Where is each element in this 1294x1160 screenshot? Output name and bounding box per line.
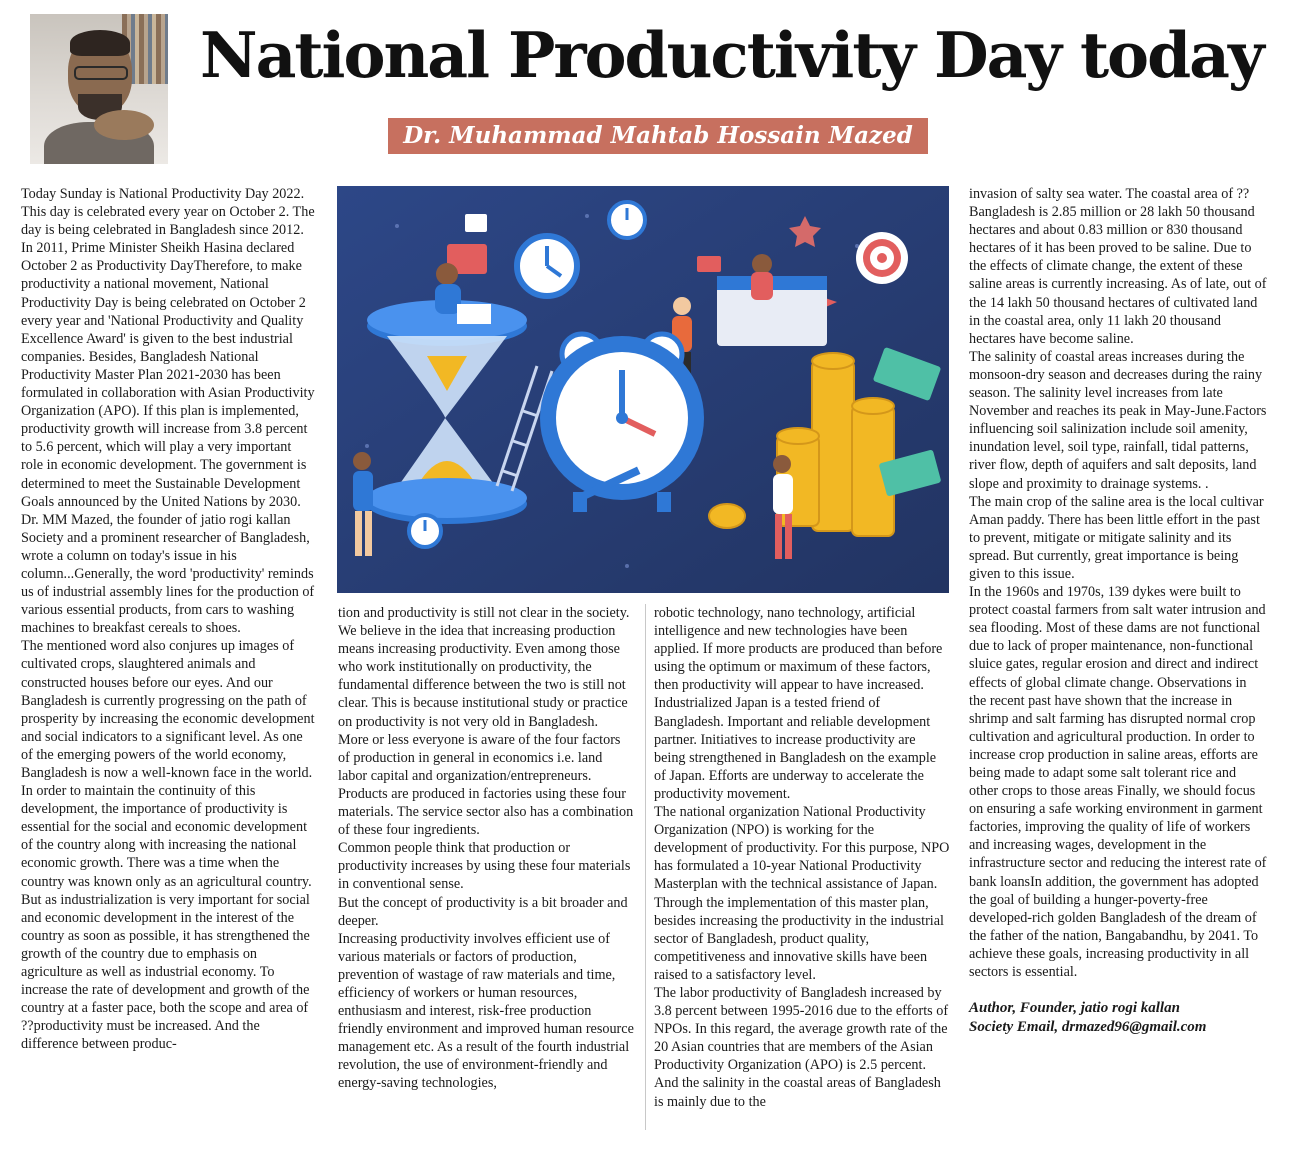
paragraph: We believe in the idea that increasing production means increasing productivity. Even among those who work institutionally on productivity, the fundamental difference between the two is still not clear. This is because institutional study or practice on productivity is not very old in Bangladesh. — [338, 623, 628, 730]
paragraph: In order to maintain the continuity of this development, the importance of productivity is essential for the social and economic development of the country along with increasing the national economic growth. There was a time when the country was known only as an agricultural country. But as industrialization is very important for social and economic development in the interest of the country as soon as possible, it has strengthened the growth of the country due to emphasis on agriculture as well as industrial economy. To increase the rate of development and growth of the country at a faster pace, both the scope and area of ??productivity must be increased. And the difference between produc- — [21, 783, 312, 1053]
author-email: Society Email, drmazed96@gmail.com — [969, 1019, 1207, 1036]
wall-clock-icon — [517, 236, 577, 296]
paragraph: In the 1960s and 1970s, 139 dykes were built to protect coastal farmers from salt water intrusion and sea flooding. Most of these dams are not functional due to lack of proper maintenance, non-functional sluice gates, regular erosion and direct and indirect effects of global climate change. Observations in the recent past have shown that the increase in shrimp and salt farming has disrupted normal crop cultivation and agricultural production. In order to increase crop production in saline areas, efforts are being made to adapt some salt tolerant rice and other crops to those areas Finally, we should focus on ensuring a safe working environment in garment factories, improving the quality of life of workers and increasing wages, development in the infrastructure sector and reducing the interest rate of bank loansIn addition, the government has adopted the goal of building a hunger-poverty-free developed-rich golden Bangladesh of the dream of the father of the nation, Bangabandhu, by 2041. To achieve these goals, increasing productivity in all sectors is essential. — [969, 584, 1267, 981]
paragraph: invasion of salty sea water. The coastal area of ??Bangladesh is 2.85 million or 28 lakh 50 thousand hectares and about 0.83 million or 830 thousand hectares of it has been proved to be saline. Due to the effects of climate change, the extent of these saline areas is currently increasing. As of late, out of the 14 lakh 50 thousand hectares of cultivated land in the coastal area, only 11 lakh 20 thousand hectares have become saline. — [969, 186, 1267, 347]
paragraph: Increasing productivity involves efficient use of various materials or factors of production, prevention of wastage of raw materials and time, efficiency of workers or human resources, enthusiasm and interest, risk-free production friendly environment and improved human resource management etc. As a result of the fourth industrial revolution, the use of environment-friendly and energy-saving technologies, — [338, 930, 634, 1092]
productivity-illustration — [337, 186, 949, 593]
paragraph: robotic technology, nano technology, artificial intelligence and new technologies have been applied. If more products are produced than before using the optimum or maximum of these factors, then productivity will appear to have increased. — [654, 605, 943, 694]
paragraph: More or less everyone is aware of the four factors of production in general in economics i.e. land labor capital and organization/entrepreneurs. Products are produced in factories using these four materials. The service sector also has a combination of these four ingredients. — [338, 731, 634, 839]
column-3 — [654, 604, 950, 1111]
laptop-icon — [457, 304, 491, 324]
paragraph: But the concept of productivity is a bit broader and deeper. — [338, 894, 628, 929]
paragraph: tion and productivity is still not clear in the society. — [338, 605, 630, 621]
author-info — [969, 999, 1267, 1037]
paragraph: The main crop of the saline area is the local cultivar Aman paddy. There has been little effort in the past to prevent, mitigate or mitigate salinity and its spread. But currently, great importance is being given to this issue. — [969, 493, 1264, 582]
wall-clock-icon — [409, 515, 441, 547]
column-2 — [338, 604, 634, 1093]
paragraph: The mentioned word also conjures up images of cultivated crops, slaughtered animals and constructed houses before our eyes. And our Bangladesh is currently progressing on the path of prosperity by increasing the economic development and social indicators to a significant level. As one of the emerging powers of the world economy, Bangladesh is now a well-known face in the world. — [21, 638, 315, 781]
paragraph: The labor productivity of Bangladesh increased by 3.8 percent between 1995-2016 due to the efforts of NPOs. In this regard, the average growth rate of the 20 Asian countries that are members of the Asian Productivity Organization (APO) is 2.5 percent. And the salinity in the coastal areas of Bangladesh is mainly due to the — [654, 984, 949, 1110]
byline: Dr. Muhammad Mahtab Hossain Mazed — [388, 118, 928, 154]
headline: National Productivity Day today — [200, 18, 1263, 92]
author-portrait — [30, 14, 168, 164]
column-4 — [969, 185, 1267, 1037]
paragraph: Industrialized Japan is a tested friend of Bangladesh. Important and reliable development partner. Initiatives to increase productivity are being strengthened in Bangladesh on the example of Japan. Efforts are underway to accelerate the productivity movement. — [654, 695, 937, 802]
paragraph: Today Sunday is National Productivity Day 2022. This day is celebrated every year on October 2. The day is being celebrated in Bangladesh since 2012. In 2011, Prime Minister Sheikh Hasina declared October 2 as Productivity DayTherefore, to make productivity a national movement, National Productivity Day is being celebrated on October 2 every year and 'National Productivity and Quality Excellence Award' is given to the best industrial companies. Besides, Bangladesh National Productivity Master Plan 2021-2030 has been formulated in collaboration with Asian Productivity Organization (APO). If this plan is implemented, productivity growth will increase from 3.8 percent to 5.6 percent, which will play a very important role in economic development. The government is determined to meet the Sustainable Development Goals announced by the United Nations by 2030. Dr. MM Mazed, the founder of jatio rogi kallan Society and a prominent researcher of Bangladesh, wrote a column on today's issue in his column...Generally, the word 'productivity' reminds us of industrial assembly lines for the production of various essential products, from cars to washing machines to breakfast cereals to shoes. — [21, 186, 315, 637]
paragraph: Common people think that production or productivity increases by using these four materials in conventional sense. — [338, 840, 631, 893]
author-line: Author, Founder, jatio rogi kallan — [969, 1000, 1180, 1017]
paragraph: The national organization National Productivity Organization (NPO) is working for the development of productivity. For this purpose, NPO has formulated a 10-year National Productivity Masterplan with the technical assistance of Japan. Through the implementation of this master plan, besides increasing the productivity in the industrial sector of Bangladesh, product quality, competitiveness and innovative skills have been raised to a satisfactory level. — [654, 804, 950, 983]
column-1 — [21, 185, 316, 1054]
paragraph: The salinity of coastal areas increases during the monsoon-dry season and decreases during the rainy season. The salinity level increases from late November and reaches its peak in May-June.Factors influencing soil salinization include soil amenity, inundation level, soil type, rainfall, tidal patterns, river flow, depth of aquifers and salt deposits, land slope and proximity to drainage systems. . — [969, 348, 1267, 492]
wall-clock-icon — [609, 202, 645, 238]
target-icon — [856, 232, 908, 284]
